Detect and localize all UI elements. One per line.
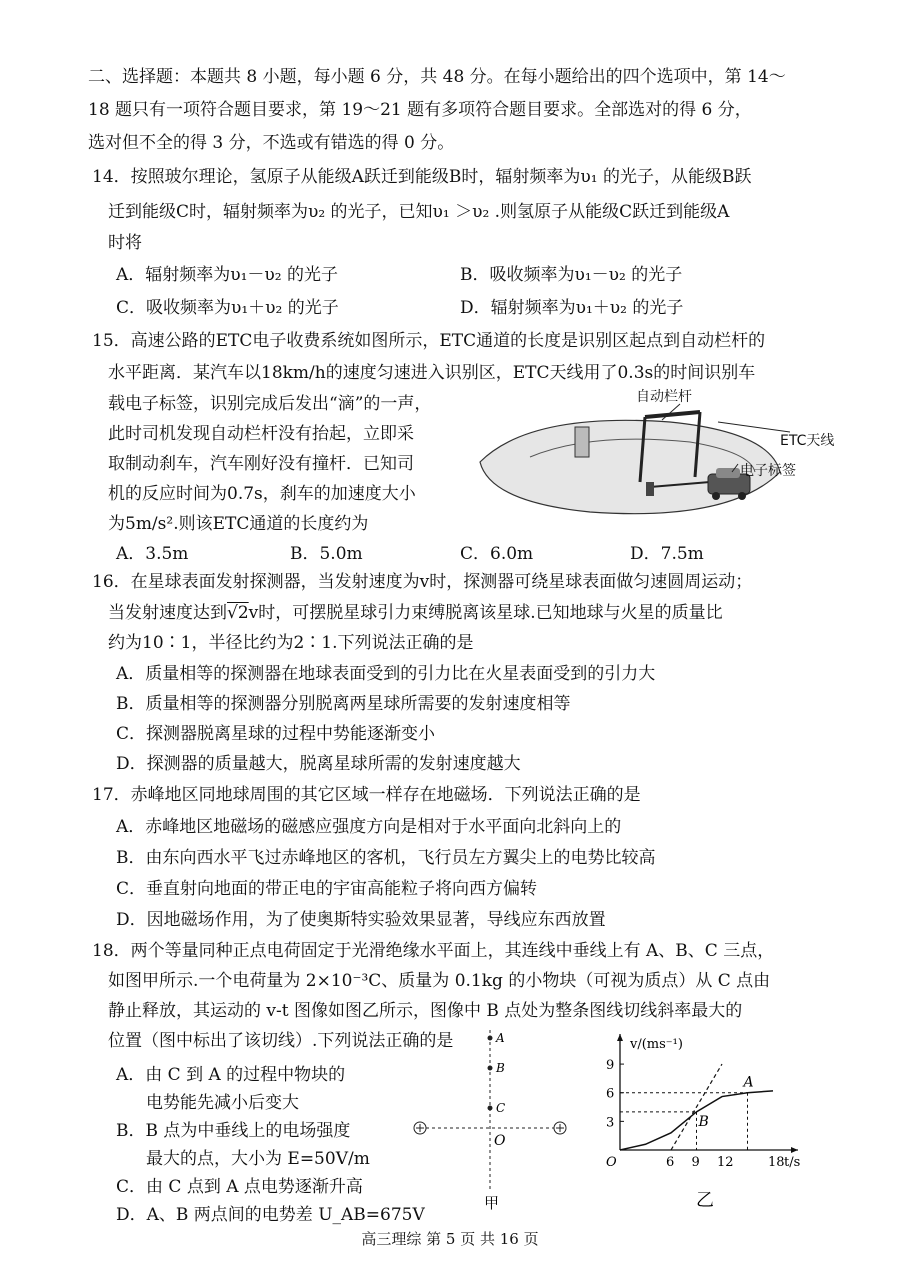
vt-x-label: t/s: [784, 1155, 801, 1170]
page-footer: 高三理综 第 5 页 共 16 页: [361, 1230, 539, 1248]
q15-option-a: A．3.5m: [116, 544, 189, 564]
q17-line-1: 17．赤峰地区同地球周围的其它区域一样存在地磁场．下列说法正确的是: [92, 785, 641, 805]
q18-line-3: 静止释放，其运动的 v-t 图像如图乙所示，图像中 B 点处为整条图线切线斜率最大的: [108, 1001, 743, 1021]
vt-y-tick-9: 9: [606, 1058, 615, 1074]
vt-y-arrow: [617, 1034, 623, 1041]
q14-line-1: 14．按照玻尔理论，氢原子从能级A跃迁到能级B时，辐射频率为υ₁ 的光子，从能级B跃: [92, 167, 752, 187]
q14-option-b: B．吸收频率为υ₁－υ₂ 的光子: [460, 265, 683, 285]
q15-line-2: 水平距离．某汽车以18km/h的速度匀速进入识别区，ETC天线用了0.3s的时间识别车: [108, 363, 756, 383]
fig-jia-point-c: [488, 1106, 493, 1111]
q16-line-1: 16．在星球表面发射探测器，当发射速度为v时，探测器可绕星球表面做匀速圆周运动；: [92, 572, 753, 592]
q16-option-b: B．质量相等的探测器分别脱离两星球所需要的发射速度相等: [116, 694, 571, 714]
vt-point-label-B: B: [698, 1113, 709, 1130]
fig-jia-caption: 甲: [484, 1194, 500, 1212]
q17-option-c: C．垂直射向地面的带正电的宇宙高能粒子将向西方偏转: [116, 879, 538, 899]
q16-option-d: D．探测器的质量越大，脱离星球所需的发射速度越大: [116, 754, 521, 774]
etc-barrier-base: [646, 482, 654, 496]
q17-option-a: A．赤峰地区地磁场的磁感应强度方向是相对于水平面向北斜向上的: [116, 817, 622, 837]
etc-car-wheel-rear: [738, 492, 746, 500]
vt-x-tick-6: 6: [666, 1155, 675, 1170]
q15-option-c: C．6.0m: [460, 544, 534, 564]
q18-line-4: 位置（图中标出了该切线）.下列说法正确的是: [108, 1031, 454, 1051]
fig-yi-caption: 乙: [696, 1190, 714, 1210]
q18-option-d: D．A、B 两点间的电势差 U_AB=675V: [116, 1205, 425, 1225]
q18-line-1: 18．两个等量同种正点电荷固定于光滑绝缘水平面上，其连线中垂线上有 A、B、C 三点，: [92, 941, 775, 961]
vt-point-label-A: A: [743, 1074, 754, 1091]
etc-road: [480, 420, 780, 513]
q15-option-d: D．7.5m: [630, 544, 704, 564]
q16-option-c: C．探测器脱离星球的过程中势能逐渐变小: [116, 724, 436, 744]
q18-option-b-cont: 最大的点，大小为 E=50V/m: [146, 1149, 370, 1169]
vt-x-tick-12: 12: [717, 1155, 734, 1170]
q16-line-2-post: v时，可摆脱星球引力束缚脱离该星球.已知地球与火星的质量比: [248, 603, 723, 623]
fig-jia-label-o: O: [494, 1133, 506, 1149]
q15-line-6: 机的反应时间为0.7s，刹车的加速度大小: [108, 484, 416, 504]
q15-option-b: B．5.0m: [290, 544, 363, 564]
q14-option-a: A．辐射频率为υ₁－υ₂ 的光子: [116, 265, 338, 285]
sqrt-two: √2: [227, 603, 249, 623]
q16-line-2: [108, 600, 723, 626]
q17-option-b: B．由东向西水平飞过赤峰地区的客机，飞行员左方翼尖上的电势比较高: [116, 848, 656, 868]
fig-jia-point-b: [488, 1066, 493, 1071]
q18-option-c: C．由 C 点到 A 点电势逐渐升高: [116, 1177, 363, 1197]
q15-line-3: 载电子标签，识别完成后发出“滴”的一声，: [108, 394, 432, 414]
q18-option-a: A．由 C 到 A 的过程中物块的: [116, 1065, 346, 1085]
q18-option-a-cont: 电势能先减小后变大: [146, 1093, 299, 1113]
q14-line-2: 迁到能级C时，辐射频率为υ₂ 的光子，已知υ₁ ＞υ₂ .则氢原子从能级C跃迁到能级A: [108, 202, 730, 222]
q15-line-4: 此时司机发现自动栏杆没有抬起，立即采: [108, 424, 414, 444]
vt-y-tick-3: 3: [606, 1115, 615, 1131]
etc-label-antenna: ETC天线: [780, 433, 835, 449]
etc-figure: [470, 382, 790, 532]
q14-line-3: 时将: [108, 233, 142, 253]
vt-x-tick-18: 18: [768, 1155, 785, 1170]
vt-x-arrow: [791, 1147, 798, 1153]
q16-line-3: 约为10∶1，半径比约为2∶1.下列说法正确的是: [108, 633, 474, 653]
etc-booth: [575, 427, 589, 457]
etc-label-tag: 电子标签: [740, 463, 796, 479]
fig-yi-vt-chart: [600, 1030, 810, 1210]
q14-option-c: C．吸收频率为υ₁＋υ₂ 的光子: [116, 298, 339, 318]
q17-option-d: D．因地磁场作用，为了使奥斯特实验效果显著，导线应东西放置: [116, 910, 606, 930]
etc-label-barrier: 自动栏杆: [636, 389, 692, 405]
q18-option-b: B．B 点为中垂线上的电场强度: [116, 1121, 351, 1141]
etc-car-wheel-front: [712, 492, 720, 500]
fig-jia: [410, 1030, 580, 1215]
q15-line-7: 为5m/s².则该ETC通道的长度约为: [108, 514, 369, 534]
q15-line-5: 取制动刹车，汽车刚好没有撞杆．已知司: [108, 454, 414, 474]
section-header-line-2: 18 题只有一项符合题目要求，第 19～21 题有多项符合题目要求。全部选对的得 6 分，: [88, 100, 752, 120]
q16-option-a: A．质量相等的探测器在地球表面受到的引力比在火星表面受到的引力大: [116, 664, 656, 684]
q15-line-1: 15．高速公路的ETC电子收费系统如图所示，ETC通道的长度是识别区起点到自动栏杆的: [92, 331, 766, 351]
vt-y-tick-6: 6: [606, 1086, 615, 1102]
fig-jia-label-b: B: [496, 1061, 505, 1075]
fig-jia-point-a: [488, 1036, 493, 1041]
vt-y-label: v/(ms⁻¹): [630, 1037, 683, 1052]
q16-line-2-pre: 当发射速度达到: [108, 603, 227, 623]
section-header-line-1: 二、选择题：本题共 8 小题，每小题 6 分，共 48 分。在每小题给出的四个选项中，第 14～: [88, 67, 786, 87]
etc-car-roof: [716, 468, 740, 478]
q14-option-d: D．辐射频率为υ₁＋υ₂ 的光子: [460, 298, 684, 318]
q18-line-2: 如图甲所示.一个电荷量为 2×10⁻³C、质量为 0.1kg 的小物块（可视为质点）从 C 点由: [108, 971, 771, 991]
etc-gantry-beam: [645, 412, 700, 417]
fig-jia-label-a: A: [496, 1031, 505, 1045]
section-header-line-3: 选对但不全的得 3 分，不选或有错选的得 0 分。: [88, 133, 455, 153]
fig-jia-label-c: C: [496, 1101, 506, 1115]
vt-origin-label: O: [606, 1155, 617, 1170]
vt-x-tick-9: 9: [691, 1155, 700, 1170]
